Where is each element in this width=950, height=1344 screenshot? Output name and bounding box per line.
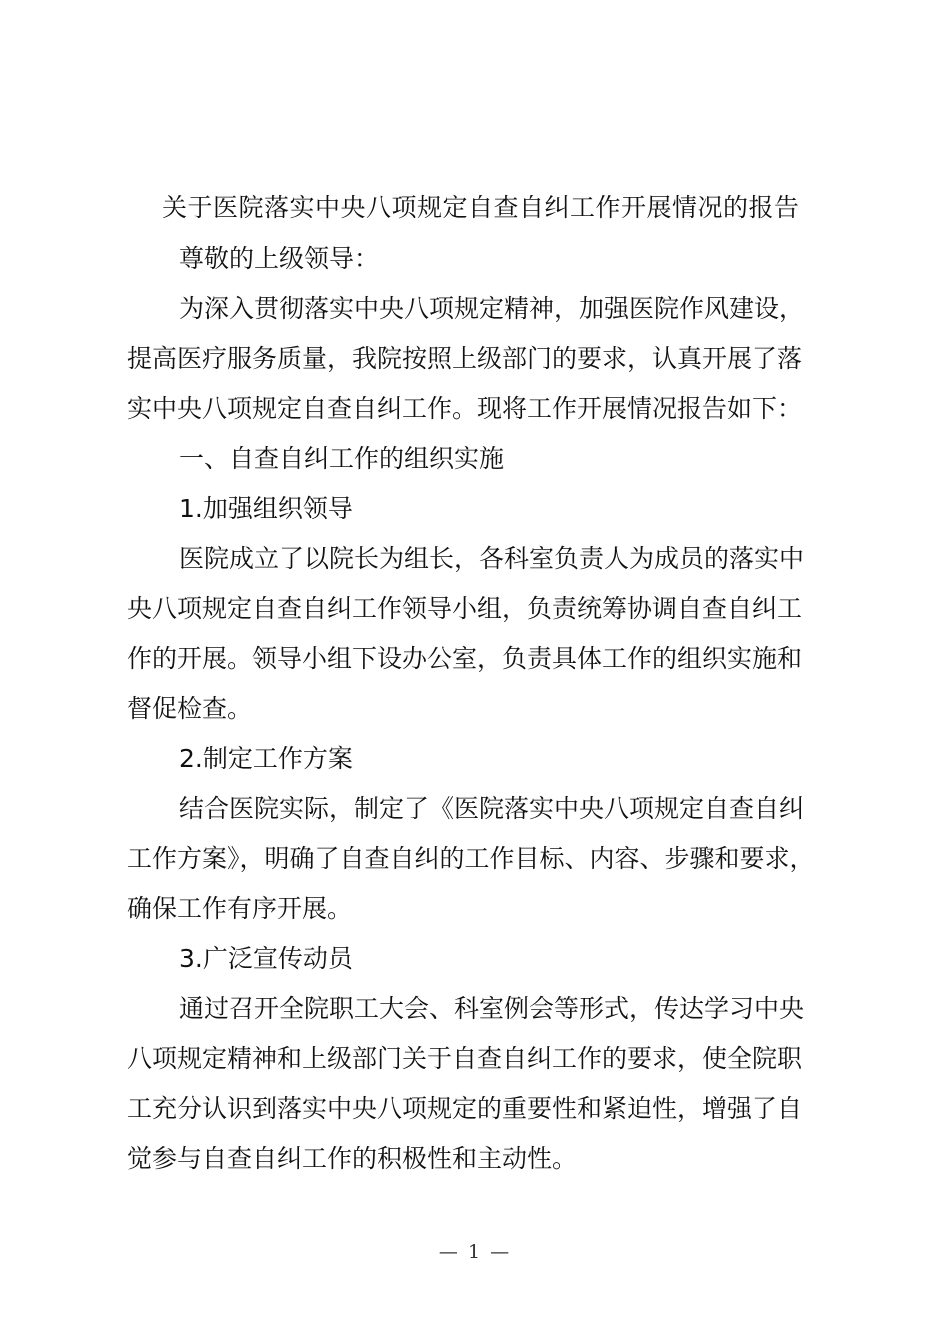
text-line: 1.加强组织领导 — [179, 494, 353, 523]
body-text — [127, 284, 842, 1184]
text-line: 通过召开全院职工大会、科室例会等形式，传达学习中央 — [179, 994, 805, 1023]
text-line: 确保工作有序开展。 — [127, 894, 353, 923]
text-line: 八项规定精神和上级部门关于自查自纠工作的要求，使全院职 — [127, 1044, 803, 1073]
text-line: 一、自查自纠工作的组织实施 — [179, 444, 505, 473]
text-line: 3.广泛宣传动员 — [179, 944, 353, 973]
text-line: 为深入贯彻落实中央八项规定精神，加强医院作风建设， — [179, 294, 805, 323]
document-body — [127, 184, 842, 1184]
text-line: 结合医院实际，制定了《医院落实中央八项规定自查自纠 — [179, 794, 805, 823]
document-title: 关于医院落实中央八项规定自查自纠工作开展情况的报告 — [162, 193, 800, 222]
text-line: 2.制定工作方案 — [179, 744, 353, 773]
text-line: 医院成立了以院长为组长，各科室负责人为成员的落实中 — [179, 544, 805, 573]
text-line: 央八项规定自查自纠工作领导小组，负责统筹协调自查自纠工 — [127, 594, 803, 623]
text-line: 觉参与自查自纠工作的积极性和主动性。 — [127, 1144, 578, 1173]
text-line: 实中央八项规定自查自纠工作。现将工作开展情况报告如下： — [127, 394, 803, 423]
text-line: 作的开展。领导小组下设办公室，负责具体工作的组织实施和 — [127, 644, 803, 673]
text-line: 工充分认识到落实中央八项规定的重要性和紧迫性，增强了自 — [127, 1094, 803, 1123]
text-line: 提高医疗服务质量，我院按照上级部门的要求，认真开展了落 — [127, 344, 803, 373]
salutation: 尊敬的上级领导： — [179, 244, 380, 273]
text-line: 督促检查。 — [127, 694, 253, 723]
text-line: 工作方案》，明确了自查自纠的工作目标、内容、步骤和要求， — [127, 844, 815, 873]
page-number: — 1 — — [438, 1241, 512, 1263]
